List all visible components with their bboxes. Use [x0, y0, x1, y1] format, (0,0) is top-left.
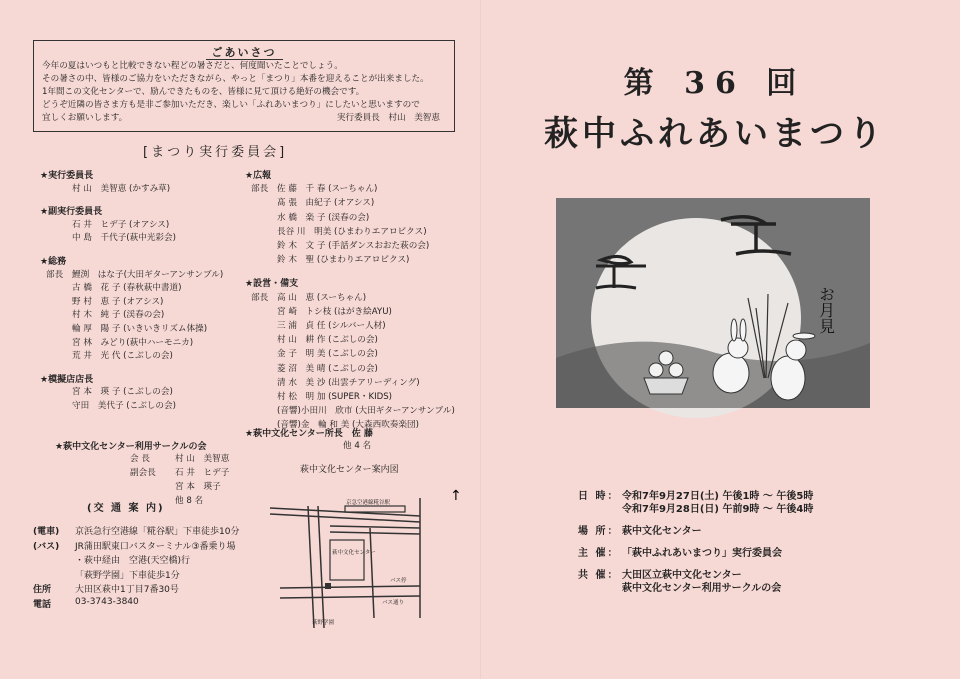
member-name: 鈴 木 文 子 (手話ダンスおおた萩の会) [277, 241, 430, 251]
member-row [251, 376, 420, 388]
transport-value: 京浜急行空港線「糀谷駅」下車徒歩10分 [75, 527, 240, 537]
member-name: 菱 沼 美 晴 (こぶしの会) [277, 363, 378, 374]
circle-member-row [130, 480, 221, 492]
info-value: 令和7年9月27日(土) 午後1時 ～ 午後5時 [622, 491, 814, 502]
event-title: 萩中ふれあいまつり [544, 114, 886, 154]
member-role: 部長 [46, 269, 64, 280]
member-row [251, 404, 455, 416]
map-label-school: 萩野学園 [312, 620, 335, 626]
greeting-line: 1年間この文化センターで、励んできたものを、皆様に見て頂ける絶好の機会です。 [42, 87, 365, 97]
transport-key: (バス) [33, 541, 60, 552]
section-heading: ★設営・備支 [245, 279, 299, 290]
info-value: 大田区立萩中文化センター [622, 570, 742, 581]
greeting-title: ごあいさつ [34, 44, 454, 60]
member-row [46, 385, 173, 397]
greeting-line: 宜しくお願いします。 [42, 113, 128, 123]
member-name: 守田 美代子 (こぶしの会) [72, 401, 176, 411]
member-row [251, 182, 377, 194]
member-name: 石 井 ヒデ子 [175, 468, 230, 478]
member-row [46, 231, 176, 243]
member-row [46, 182, 170, 194]
member-name: 宮 本 瑛 子 (こぶしの会) [72, 387, 173, 398]
member-name: 三 浦 貞 任 (シルバー人材) [277, 321, 386, 331]
info-value: 萩中文化センター [622, 526, 702, 537]
member-row [46, 281, 181, 293]
member-row [251, 253, 409, 265]
member-name: 宮 本 瑛子 [175, 482, 221, 492]
member-row [46, 349, 173, 361]
transport-key: 住所 [33, 585, 52, 595]
art-text: お月見 [816, 286, 836, 334]
map-label-bus-stop: バス停 [390, 578, 407, 584]
transport-value: ・萩中経由 空港(天空橋)行 [75, 556, 191, 566]
section-heading: ★実行委員長 [40, 171, 94, 181]
member-row [46, 308, 164, 320]
transport-title: (交 通 案 内) [87, 503, 165, 514]
north-arrow-icon: ↑ [450, 488, 462, 504]
member-name: 清 水 美 沙 (出雲チアリーディング) [277, 377, 420, 388]
circle-member-row [130, 452, 229, 464]
member-row [251, 347, 378, 359]
member-row [46, 218, 169, 230]
member-role: 部長 [251, 184, 269, 195]
transport-value: JR蒲田駅東口バスターミナル③番乗り場 [75, 541, 236, 552]
map-label-station: 京急空港線糀谷駅 [346, 500, 391, 506]
member-row [46, 268, 223, 280]
member-name: 他 8 名 [175, 496, 204, 506]
member-row [251, 305, 392, 317]
info-key: 主 催： [578, 548, 620, 559]
info-key: 日 時： [578, 491, 620, 502]
transport-value: 「萩野学園」下車徒歩1分 [75, 570, 180, 581]
member-name: 村 木 純 子 (渓春の会) [72, 310, 165, 321]
member-name: 髙 張 由紀子 (オアシス) [277, 198, 375, 209]
transport-value: 03-3743-3840 [75, 596, 139, 607]
edition-title: 第 36 回 [623, 66, 807, 101]
director-label: ★萩中文化センター所長 佐 藤 [245, 429, 373, 439]
info-value: 令和7年9月28日(日) 午前9時 ～ 午後4時 [622, 504, 814, 515]
circle-member-row [130, 466, 229, 478]
member-name: (音響)小田川 欣市 (大田ギターアンサンブル) [277, 406, 455, 417]
committee-title: [まつり実行委員会] [143, 145, 288, 160]
member-row [251, 239, 429, 251]
member-row [251, 333, 378, 345]
info-value: 「萩中ふれあいまつり」実行委員会 [622, 548, 782, 559]
transport-key: 電話 [33, 599, 52, 610]
member-name: 鯉渕 はな子(大田ギターアンサンブル) [72, 269, 224, 280]
info-key: 場 所： [578, 526, 620, 537]
member-name: 村 山 耕 作 (こぶしの会) [277, 335, 378, 346]
transport-key: (電車) [33, 527, 60, 537]
member-name: 高 山 恵 (スーちゃん) [277, 292, 367, 303]
member-role: 会 長 [130, 454, 150, 464]
member-name: 石 井 ヒデ子 (オアシス) [72, 219, 170, 230]
info-key: 共 催： [578, 570, 620, 581]
member-name: 中 島 千代子(萩中光彩会) [72, 233, 176, 244]
member-name: 宮 林 みどり(萩中ハーモニカ) [72, 337, 194, 348]
member-name: 長谷 川 明美 (ひまわりエアロビクス) [277, 226, 427, 237]
member-row [251, 196, 374, 208]
member-name: 村 山 美智恵 [175, 454, 230, 464]
member-name: 金 子 明 美 (こぶしの会) [277, 349, 378, 360]
member-role: 部長 [251, 292, 269, 303]
member-row [46, 295, 163, 307]
member-name: 宮 崎 トシ枝 (はがき絵AYU) [277, 306, 392, 317]
member-role: 副会長 [130, 468, 156, 478]
member-name: 荒 井 光 代 (こぶしの会) [72, 351, 173, 362]
section-heading: ★模擬店店長 [40, 374, 94, 385]
member-row [46, 322, 207, 334]
greeting-line: 今年の夏はいつもと比較できない程どの暑さだと、何度聞いたことでしょう。 [42, 61, 343, 71]
member-row [46, 336, 193, 348]
member-name: (音響)金 輪 和 美 (大森西吹奏楽団) [277, 420, 419, 431]
member-row [251, 390, 392, 402]
map-title: 萩中文化センター案内図 [300, 465, 399, 475]
member-row [251, 225, 427, 237]
member-row [251, 291, 366, 303]
greeting-box [33, 40, 455, 132]
member-name: 佐 藤 千 春 (スーちゃん) [277, 184, 378, 195]
moon-viewing-illustration [556, 198, 870, 408]
info-value: 萩中文化センター利用サークルの会 [622, 583, 782, 594]
circle-title: ★萩中文化センター利用サークルの会 [55, 442, 207, 452]
page-fold [480, 0, 481, 679]
member-name: 村 山 美智恵 (かすみ草) [72, 183, 171, 194]
section-heading: ★副実行委員長 [40, 207, 103, 218]
member-row [251, 362, 378, 374]
greeting-signature: 実行委員長 村山 美智恵 [336, 113, 440, 123]
access-map [270, 478, 460, 628]
member-row [46, 399, 176, 411]
member-name: 鈴 木 聖 (ひまわりエアロビクス) [277, 255, 410, 266]
map-label-road: バス通り [382, 600, 405, 606]
member-name: 水 橋 楽 子 (渓春の会) [277, 212, 370, 223]
transport-value: 大田区萩中1丁目7番30号 [75, 585, 179, 595]
member-row [251, 211, 369, 223]
section-heading: ★広報 [245, 171, 272, 181]
greeting-line: その暑さの中、皆様のご協力をいただきながら、やっと「まつり」本番を迎えることが出来ました。 [42, 74, 429, 84]
member-name: 古 橋 花 子 (春秋萩中書道) [72, 283, 182, 294]
member-row [251, 319, 386, 331]
director-other: 他 4 名 [343, 441, 372, 451]
member-name: 野 村 恵 子 (オアシス) [72, 296, 164, 307]
greeting-line: どうぞ近隣の皆さま方も是非ご参加いただき、楽しい「ふれあいまつり」にしたいと思いますので [42, 100, 420, 110]
member-name: 村 松 明 加 (SUPER・KIDS) [277, 392, 393, 402]
section-heading: ★総務 [40, 257, 67, 267]
member-name: 輪 厚 陽 子 (いきいきリズム体操) [72, 324, 208, 334]
map-label-center: 萩中文化センター [332, 550, 376, 556]
